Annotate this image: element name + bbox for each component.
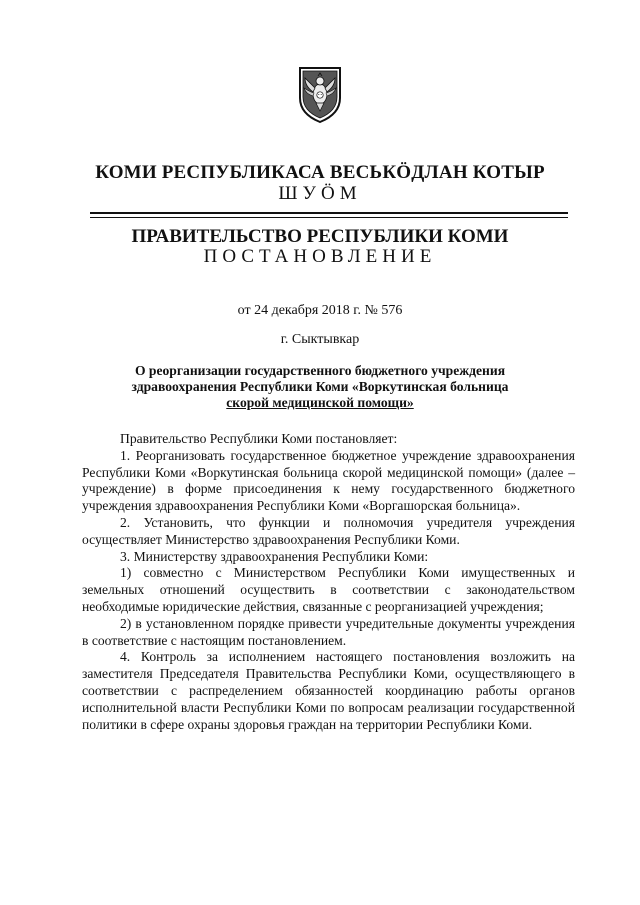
document-title-line: О реорганизации государственного бюджетного учреждения xyxy=(134,363,506,378)
body-paragraph-3: 3. Министерству здравоохранения Республики Коми: xyxy=(120,548,429,564)
komi-document-type: ШУӦМ xyxy=(278,183,362,204)
body-paragraph-1: 1. Реорганизовать государственное бюджетное учреждение здравоохранения Республики Коми «Воркутинская больница скорой медицинской помощи» (далее – учреждение) в форме присоединения к нему государственного бюджетного учреждения здравоохранения Республики Коми «Воргашорская больница». xyxy=(82,447,575,514)
russian-government-name: ПРАВИТЕЛЬСТВО РЕСПУБЛИКИ КОМИ xyxy=(131,226,509,247)
document-title xyxy=(110,363,530,411)
document-body xyxy=(82,431,575,733)
body-intro: Правительство Республики Коми постановляет: xyxy=(120,431,398,446)
document-title-line: скорой медицинской помощи» xyxy=(226,395,414,410)
header-divider-thick xyxy=(90,212,568,214)
body-paragraph-3-2: 2) в установленном порядке привести учредительные документы учреждения в соответствие с настоящим постановлением. xyxy=(82,615,575,648)
body-paragraph-4: 4. Контроль за исполнением настоящего постановления возложить на заместителя Председателя Правительства Республики Коми, осуществляющего в соответствии с распределением обязанностей координацию работы органов исполнительной власти Республики Коми по вопросам реализации государственной политики в сфере охраны здоровья граждан на территории Республики Коми. xyxy=(82,649,575,732)
header-divider-thin xyxy=(90,217,568,218)
body-paragraph-3-1: 1) совместно с Министерством Республики Коми имущественных и земельных отношений осуществить в соответствии с законодательством необходимые юридические действия, связанные с реорганизацией учреждения; xyxy=(82,565,575,614)
coat-of-arms-icon xyxy=(297,64,343,124)
document-title-line: здравоохранения Республики Коми «Воркутинская больница xyxy=(131,379,509,394)
document-city: г. Сыктывкар xyxy=(280,332,360,347)
body-paragraph-2: 2. Установить, что функции и полномочия учредителя учреждения осуществляет Министерство здравоохранения Республики Коми. xyxy=(82,514,575,547)
document-date-number: от 24 декабря 2018 г. № 576 xyxy=(237,303,403,318)
komi-government-name: КОМИ РЕСПУБЛИКАСА ВЕСЬКӦДЛАН КОТЫР xyxy=(95,162,545,183)
coat-of-arms-emblem xyxy=(297,64,343,124)
russian-document-type: ПОСТАНОВЛЕНИЕ xyxy=(203,246,437,267)
